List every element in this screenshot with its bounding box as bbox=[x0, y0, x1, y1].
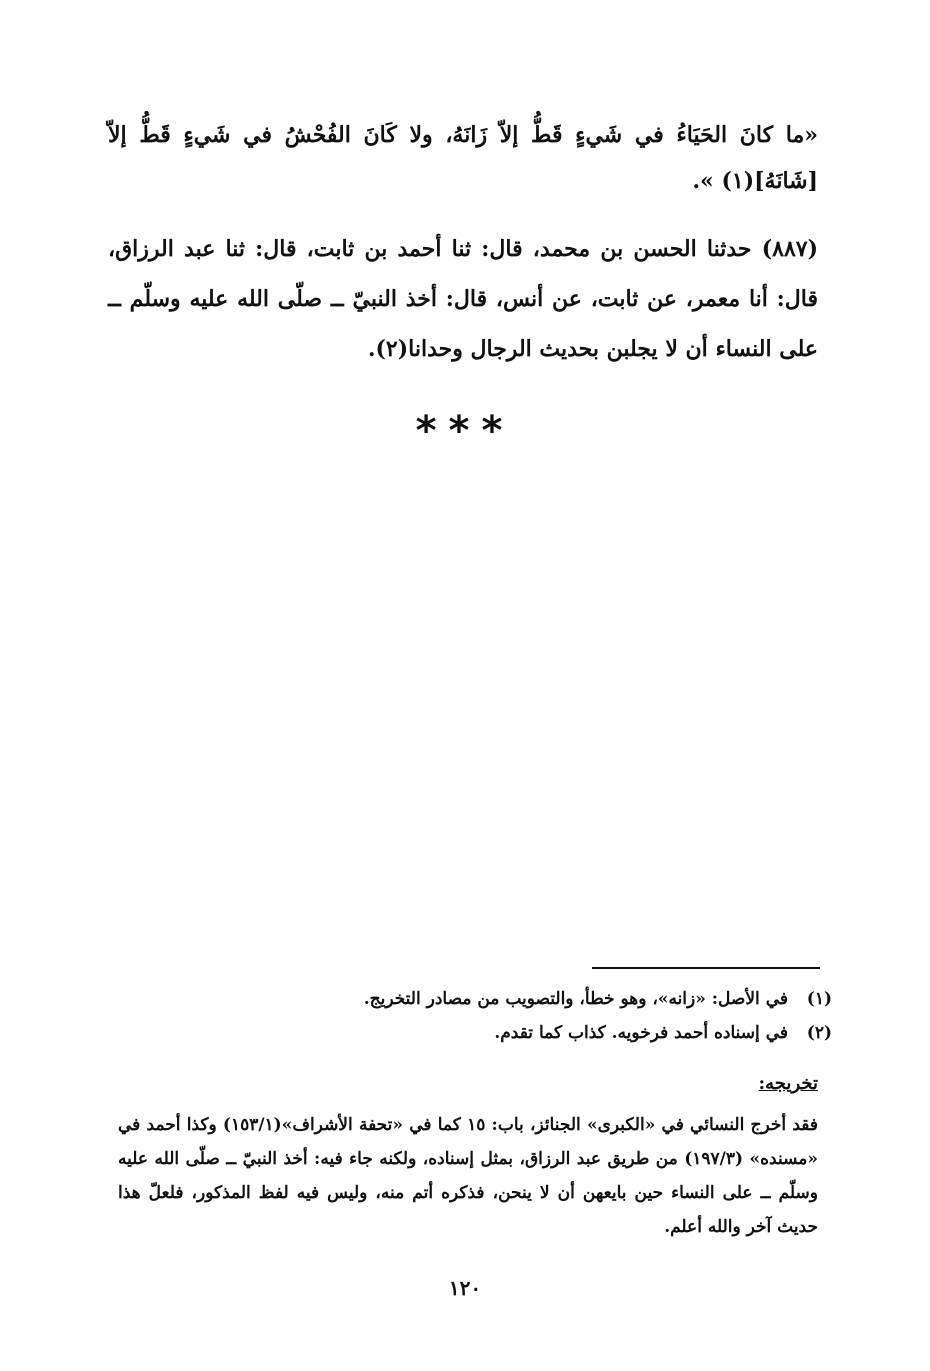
section-separator: *** bbox=[415, 408, 515, 454]
footnote-2-text: في إسناده أحمد فرخويه. كذاب كما تقدم. bbox=[494, 1023, 788, 1043]
footnote-1 bbox=[112, 982, 832, 1016]
page-number: ١٢٠ bbox=[448, 1276, 482, 1300]
footnote-2 bbox=[112, 1016, 832, 1050]
footnote-1-number: (١) bbox=[806, 989, 832, 1009]
takhrij-heading: تخريجه: bbox=[758, 1073, 818, 1094]
footnote-divider bbox=[592, 967, 820, 969]
footnotes bbox=[112, 982, 832, 1050]
hadith-quote-text: «ما كانَ الحَيَاءُ في شَيءٍ قَطُّ إلاّ زَانَهُ، ولا كَانَ الفُحْشُ في شَيءٍ قَطُّ إلاّ [شَانَهُ](١) ». bbox=[108, 122, 818, 194]
footnote-2-number: (٢) bbox=[806, 1023, 832, 1043]
hadith-887-text: (٨٨٧) حدثنا الحسن بن محمد، قال: ثنا أحمد بن ثابت، قال: ثنا عبد الرزاق، قال: أنا معمر، عن ثابت، عن أنس، قال: أخذ النبيّ ــ صلّى الله عليه وسلّم ــ على النساء أن لا يجلبن بحديث الرجال وحدانا(٢). bbox=[108, 236, 818, 362]
takhrij-body-text: فقد أخرج النسائي في «الكبرى» الجنائز، باب: ١٥ كما في «تحفة الأشراف»(١٥٣/١) وكذا أحمد في «مسنده» (١٩٧/٣) من طريق عبد الرزاق، بمثل إسناده، ولكنه جاء فيه: أخذ النبيّ ــ صلّى الله عليه وسلّم ــ على النساء حين بايعهن أن لا ينحن، فذكره أتم منه، وليس فيه لفظ المذكور، فلعلّ هذا حديث آخر والله أعلم. bbox=[118, 1115, 819, 1237]
footnote-1-text: في الأصل: «زانه»، وهو خطأ، والتصويب من مصادر التخريج. bbox=[363, 989, 788, 1009]
